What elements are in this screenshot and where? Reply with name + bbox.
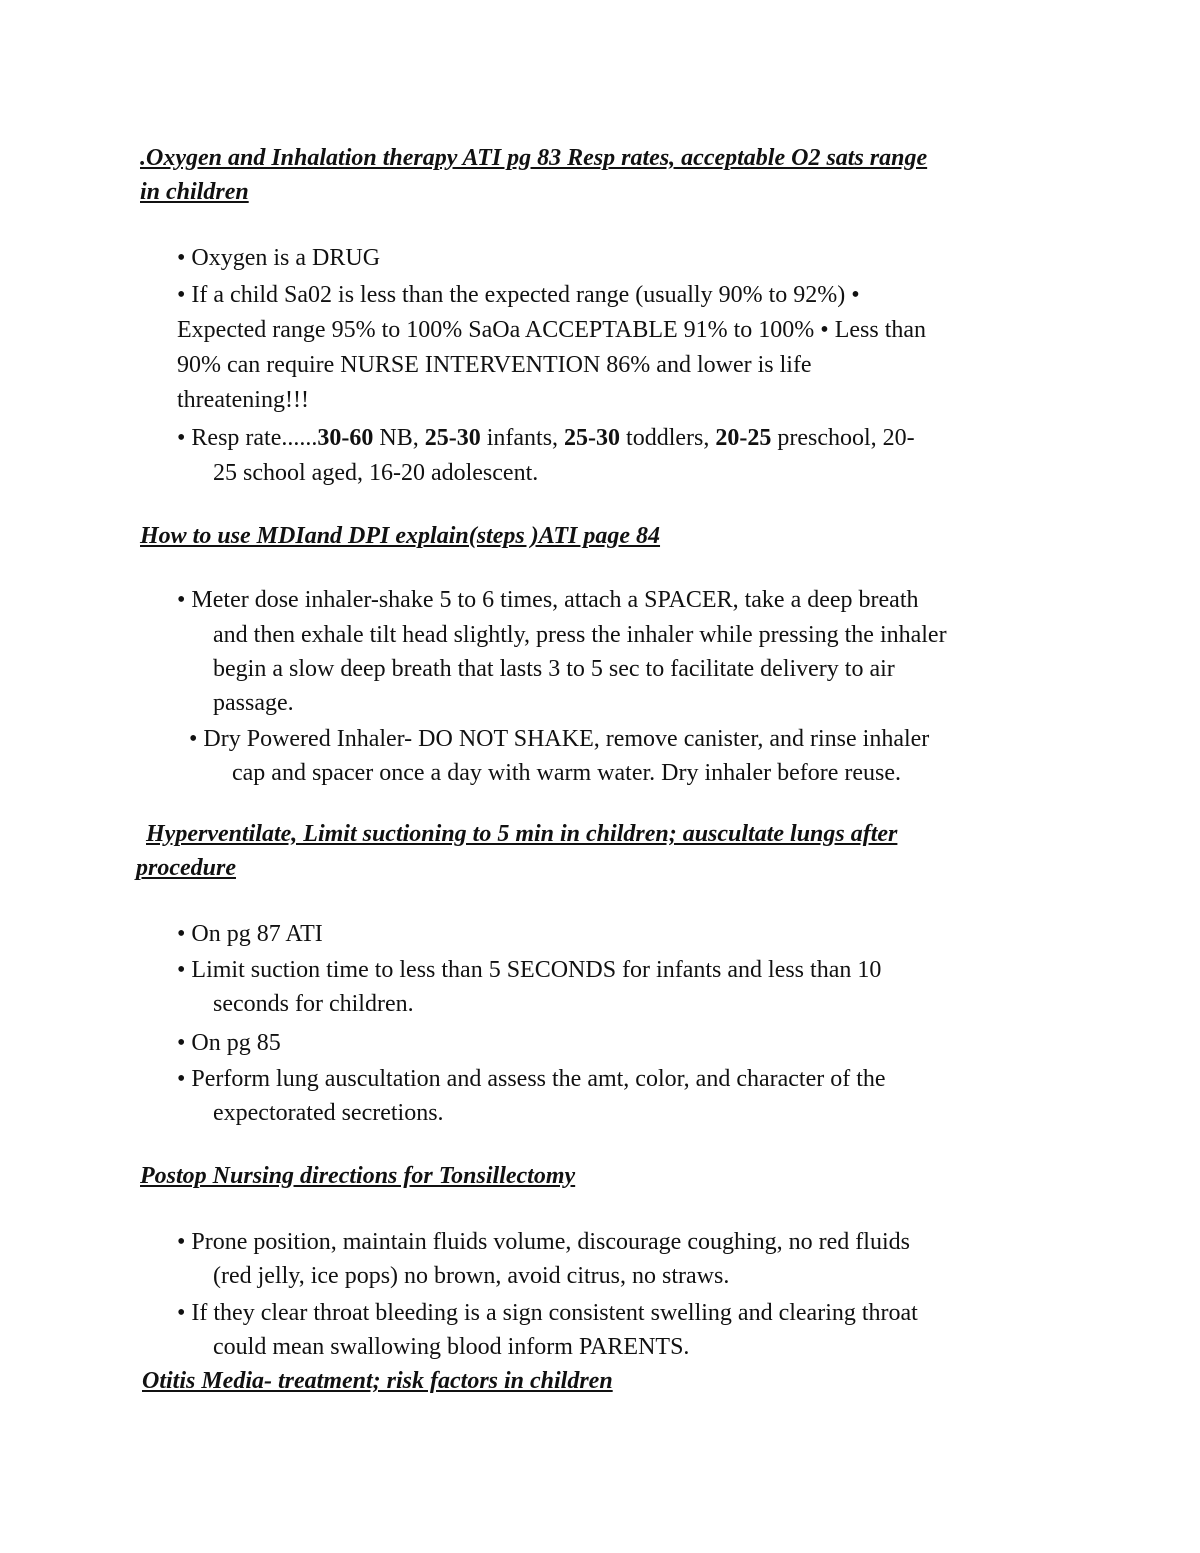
bullet-line-continued: cap and spacer once a day with warm water. Dry inhaler before reuse.	[232, 760, 902, 786]
bullet-line: • If a child Sa02 is less than the expected range (usually 90% to 92%) •	[177, 282, 860, 308]
resp-rate-line	[177, 421, 915, 455]
resp-text: toddlers,	[620, 425, 716, 451]
bullet-line: • On pg 85	[177, 1030, 281, 1056]
bullet-line-continued: 90% can require NURSE INTERVENTION 86% and lower is life	[177, 352, 812, 378]
resp-text: NB,	[373, 425, 425, 451]
bullet-line: • Prone position, maintain fluids volume, discourage coughing, no red fluids	[177, 1229, 910, 1255]
bullet-line-continued: begin a slow deep breath that lasts 3 to 5 sec to facilitate delivery to air	[213, 656, 895, 682]
section-heading-tonsillectomy: Postop Nursing directions for Tonsillectomy	[140, 1163, 576, 1189]
resp-range-toddlers: 25-30	[564, 425, 621, 451]
bullet-line-continued: threatening!!!	[177, 387, 309, 413]
bullet-line-continued: passage.	[213, 690, 294, 716]
bullet-line-continued: (red jelly, ice pops) no brown, avoid citrus, no straws.	[213, 1263, 730, 1289]
bullet-line-continued: Expected range 95% to 100% SaOa ACCEPTABLE 91% to 100% • Less than	[177, 317, 927, 343]
bullet-line-continued: seconds for children.	[213, 991, 414, 1017]
bullet-line-continued: expectorated secretions.	[213, 1100, 444, 1126]
resp-text: infants,	[480, 425, 565, 451]
resp-text: preschool, 20-	[771, 425, 915, 451]
section-heading-otitis-media: Otitis Media- treatment; risk factors in children	[142, 1368, 613, 1394]
resp-range-infants: 25-30	[424, 425, 481, 451]
bullet-line: • Perform lung auscultation and assess the amt, color, and character of the	[177, 1066, 886, 1092]
bullet-line-continued: and then exhale tilt head slightly, press the inhaler while pressing the inhaler	[213, 622, 947, 648]
resp-prefix: • Resp rate......	[177, 425, 318, 451]
section-heading-suctioning-line2: procedure	[136, 855, 236, 881]
section-heading-suctioning-line1: Hyperventilate, Limit suctioning to 5 min in children; auscultate lungs after	[146, 821, 898, 847]
bullet-line: • If they clear throat bleeding is a sign consistent swelling and clearing throat	[177, 1300, 918, 1326]
bullet-line: • Limit suction time to less than 5 SECONDS for infants and less than 10	[177, 957, 882, 983]
section-heading-mdi-dpi: How to use MDIand DPI explain(steps )ATI page 84	[140, 523, 661, 549]
bullet-line: • Meter dose inhaler-shake 5 to 6 times, attach a SPACER, take a deep breath	[177, 587, 919, 613]
section-heading-oxygen-line2: in children	[140, 179, 249, 205]
section-heading-oxygen-line1: .Oxygen and Inhalation therapy ATI pg 83 Resp rates, acceptable O2 sats range	[140, 145, 928, 171]
bullet-line-continued: could mean swallowing blood inform PARENTS.	[213, 1334, 690, 1360]
bullet-line: • Dry Powered Inhaler- DO NOT SHAKE, remove canister, and rinse inhaler	[189, 726, 930, 752]
bullet-line: • Oxygen is a DRUG	[177, 245, 381, 271]
resp-range-nb: 30-60	[317, 425, 374, 451]
bullet-line: • On pg 87 ATI	[177, 921, 323, 947]
resp-rate-line-continued: 25 school aged, 16-20 adolescent.	[213, 460, 539, 486]
resp-range-preschool: 20-25	[715, 425, 772, 451]
